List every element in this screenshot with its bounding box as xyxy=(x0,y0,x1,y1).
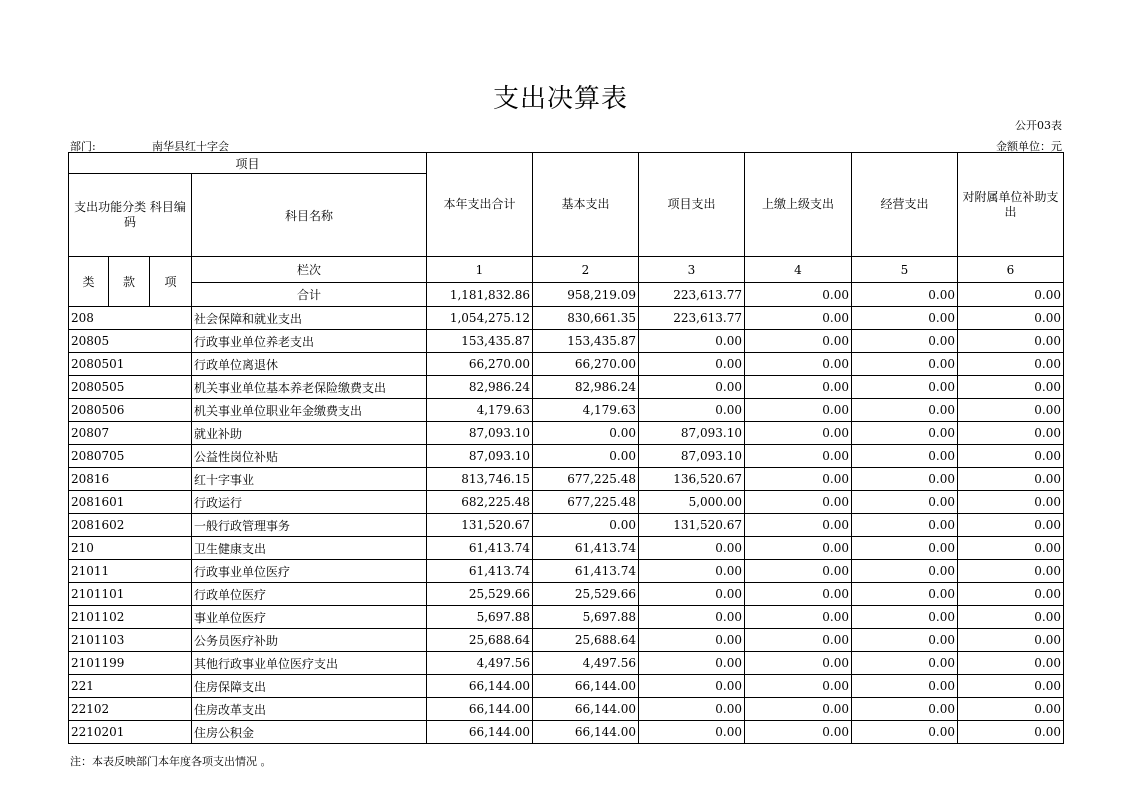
table-row xyxy=(69,675,1064,698)
subject-name: 公务员医疗补助 xyxy=(192,629,427,652)
amount-cell: 0.00 xyxy=(852,307,958,330)
amount-cell: 0.00 xyxy=(639,560,745,583)
amount-cell: 0.00 xyxy=(958,583,1064,606)
subject-name: 住房改革支出 xyxy=(192,698,427,721)
footnote: 注：本表反映部门本年度各项支出情况 。 xyxy=(70,755,272,768)
amount-cell: 0.00 xyxy=(639,330,745,353)
amount-cell: 0.00 xyxy=(852,376,958,399)
amount-cell: 0.00 xyxy=(852,468,958,491)
table-row xyxy=(69,514,1064,537)
amount-cell: 0.00 xyxy=(745,675,852,698)
total-row xyxy=(69,283,1064,307)
total-value: 0.00 xyxy=(958,283,1064,307)
amount-cell: 0.00 xyxy=(745,629,852,652)
table-row xyxy=(69,698,1064,721)
amount-cell: 0.00 xyxy=(745,698,852,721)
table-row xyxy=(69,353,1064,376)
amount-cell: 0.00 xyxy=(745,445,852,468)
subject-name: 住房公积金 xyxy=(192,721,427,744)
amount-cell: 1,054,275.12 xyxy=(427,307,533,330)
amount-cell: 0.00 xyxy=(958,307,1064,330)
amount-cell: 0.00 xyxy=(852,445,958,468)
subject-name: 公益性岗位补贴 xyxy=(192,445,427,468)
amount-cell: 0.00 xyxy=(958,652,1064,675)
subject-code: 2101102 xyxy=(69,606,192,629)
subject-code: 20805 xyxy=(69,330,192,353)
amount-cell: 0.00 xyxy=(958,537,1064,560)
amount-cell: 0.00 xyxy=(639,629,745,652)
amount-cell: 0.00 xyxy=(852,675,958,698)
header-total: 本年支出合计 xyxy=(427,153,533,257)
amount-cell: 0.00 xyxy=(745,422,852,445)
table-row xyxy=(69,422,1064,445)
col-number: 2 xyxy=(533,257,639,283)
subject-name: 住房保障支出 xyxy=(192,675,427,698)
amount-cell: 0.00 xyxy=(745,399,852,422)
table-row xyxy=(69,606,1064,629)
table-row xyxy=(69,399,1064,422)
amount-cell: 0.00 xyxy=(852,652,958,675)
amount-cell: 0.00 xyxy=(745,560,852,583)
subject-name: 机关事业单位基本养老保险缴费支出 xyxy=(192,376,427,399)
amount-cell: 0.00 xyxy=(745,307,852,330)
amount-cell: 0.00 xyxy=(745,583,852,606)
subject-code: 221 xyxy=(69,675,192,698)
col-number: 3 xyxy=(639,257,745,283)
amount-cell: 61,413.74 xyxy=(533,560,639,583)
amount-cell: 813,746.15 xyxy=(427,468,533,491)
amount-cell: 677,225.48 xyxy=(533,468,639,491)
subject-name: 社会保障和就业支出 xyxy=(192,307,427,330)
amount-cell: 5,697.88 xyxy=(533,606,639,629)
amount-cell: 0.00 xyxy=(745,537,852,560)
amount-cell: 0.00 xyxy=(745,376,852,399)
col-number: 5 xyxy=(852,257,958,283)
amount-cell: 0.00 xyxy=(958,468,1064,491)
subject-code: 2101101 xyxy=(69,583,192,606)
total-value: 1,181,832.86 xyxy=(427,283,533,307)
amount-cell: 0.00 xyxy=(852,629,958,652)
page-title: 支出决算表 xyxy=(492,84,628,114)
header-subject-name: 科目名称 xyxy=(192,174,427,257)
subject-code: 2080705 xyxy=(69,445,192,468)
header-upper-remit: 上缴上级支出 xyxy=(745,153,852,257)
subject-code: 208 xyxy=(69,307,192,330)
total-value: 0.00 xyxy=(852,283,958,307)
header-xiang: 项 xyxy=(150,257,192,307)
amount-cell: 0.00 xyxy=(745,468,852,491)
header-lei: 类 xyxy=(69,257,109,307)
amount-cell: 0.00 xyxy=(958,514,1064,537)
total-value: 0.00 xyxy=(745,283,852,307)
subject-code: 2101199 xyxy=(69,652,192,675)
amount-cell: 0.00 xyxy=(533,422,639,445)
amount-cell: 830,661.35 xyxy=(533,307,639,330)
amount-cell: 0.00 xyxy=(958,629,1064,652)
amount-cell: 0.00 xyxy=(852,537,958,560)
amount-cell: 0.00 xyxy=(852,721,958,744)
amount-cell: 66,144.00 xyxy=(427,698,533,721)
amount-cell: 25,688.64 xyxy=(533,629,639,652)
col-number: 1 xyxy=(427,257,533,283)
amount-cell: 0.00 xyxy=(745,652,852,675)
subject-name: 机关事业单位职业年金缴费支出 xyxy=(192,399,427,422)
table-row xyxy=(69,376,1064,399)
subject-name: 行政事业单位医疗 xyxy=(192,560,427,583)
department-name: 南华县红十字会 xyxy=(152,140,229,153)
amount-cell: 0.00 xyxy=(958,445,1064,468)
table-row xyxy=(69,560,1064,583)
header-basic: 基本支出 xyxy=(533,153,639,257)
header-function-code: 支出功能分类 科目编码 xyxy=(69,174,192,257)
header-subsidy: 对附属单位补助支出 xyxy=(958,153,1064,257)
amount-cell: 0.00 xyxy=(745,491,852,514)
header-kuan: 款 xyxy=(109,257,150,307)
amount-cell: 0.00 xyxy=(745,353,852,376)
amount-cell: 0.00 xyxy=(958,675,1064,698)
amount-cell: 25,529.66 xyxy=(427,583,533,606)
amount-cell: 0.00 xyxy=(639,353,745,376)
subject-name: 红十字事业 xyxy=(192,468,427,491)
amount-cell: 0.00 xyxy=(639,675,745,698)
amount-cell: 0.00 xyxy=(639,721,745,744)
amount-cell: 87,093.10 xyxy=(639,422,745,445)
amount-cell: 0.00 xyxy=(639,376,745,399)
department-label: 部门: xyxy=(70,140,96,153)
amount-cell: 0.00 xyxy=(958,330,1064,353)
amount-cell: 0.00 xyxy=(852,399,958,422)
subject-name: 一般行政管理事务 xyxy=(192,514,427,537)
amount-cell: 0.00 xyxy=(958,560,1064,583)
amount-cell: 0.00 xyxy=(639,606,745,629)
subject-code: 2101103 xyxy=(69,629,192,652)
amount-cell: 5,697.88 xyxy=(427,606,533,629)
total-value: 223,613.77 xyxy=(639,283,745,307)
subject-name: 其他行政事业单位医疗支出 xyxy=(192,652,427,675)
amount-cell: 0.00 xyxy=(852,491,958,514)
amount-cell: 0.00 xyxy=(958,698,1064,721)
amount-cell: 25,688.64 xyxy=(427,629,533,652)
amount-cell: 66,144.00 xyxy=(533,675,639,698)
subject-name: 就业补助 xyxy=(192,422,427,445)
subject-code: 2080505 xyxy=(69,376,192,399)
amount-cell: 25,529.66 xyxy=(533,583,639,606)
table-row xyxy=(69,629,1064,652)
col-number: 4 xyxy=(745,257,852,283)
amount-cell: 0.00 xyxy=(852,514,958,537)
amount-cell: 66,270.00 xyxy=(533,353,639,376)
amount-cell: 0.00 xyxy=(745,721,852,744)
subject-name: 行政事业单位养老支出 xyxy=(192,330,427,353)
amount-cell: 0.00 xyxy=(852,353,958,376)
amount-cell: 66,144.00 xyxy=(533,698,639,721)
subject-code: 2210201 xyxy=(69,721,192,744)
table-row xyxy=(69,537,1064,560)
subject-code: 2081602 xyxy=(69,514,192,537)
amount-cell: 4,497.56 xyxy=(427,652,533,675)
total-value: 958,219.09 xyxy=(533,283,639,307)
subject-name: 事业单位医疗 xyxy=(192,606,427,629)
amount-cell: 66,144.00 xyxy=(533,721,639,744)
amount-cell: 87,093.10 xyxy=(639,445,745,468)
amount-cell: 0.00 xyxy=(852,422,958,445)
amount-unit: 金额单位：元 xyxy=(996,140,1062,153)
amount-cell: 66,144.00 xyxy=(427,675,533,698)
amount-cell: 136,520.67 xyxy=(639,468,745,491)
amount-cell: 0.00 xyxy=(745,606,852,629)
amount-cell: 0.00 xyxy=(639,698,745,721)
amount-cell: 5,000.00 xyxy=(639,491,745,514)
amount-cell: 61,413.74 xyxy=(533,537,639,560)
amount-cell: 677,225.48 xyxy=(533,491,639,514)
amount-cell: 0.00 xyxy=(852,560,958,583)
amount-cell: 0.00 xyxy=(745,330,852,353)
subject-code: 2080506 xyxy=(69,399,192,422)
table-row xyxy=(69,445,1064,468)
amount-cell: 131,520.67 xyxy=(639,514,745,537)
amount-cell: 0.00 xyxy=(639,583,745,606)
amount-cell: 4,497.56 xyxy=(533,652,639,675)
amount-cell: 0.00 xyxy=(958,422,1064,445)
amount-cell: 682,225.48 xyxy=(427,491,533,514)
amount-cell: 0.00 xyxy=(852,583,958,606)
table-row xyxy=(69,583,1064,606)
amount-cell: 0.00 xyxy=(958,606,1064,629)
amount-cell: 0.00 xyxy=(639,399,745,422)
table-row xyxy=(69,330,1064,353)
subject-code: 2080501 xyxy=(69,353,192,376)
amount-cell: 82,986.24 xyxy=(533,376,639,399)
amount-cell: 0.00 xyxy=(745,514,852,537)
subject-code: 22102 xyxy=(69,698,192,721)
expenditure-table xyxy=(68,152,1064,744)
subject-name: 行政单位医疗 xyxy=(192,583,427,606)
header-business: 经营支出 xyxy=(852,153,958,257)
amount-cell: 66,144.00 xyxy=(427,721,533,744)
amount-cell: 87,093.10 xyxy=(427,445,533,468)
amount-cell: 0.00 xyxy=(852,698,958,721)
subject-code: 20816 xyxy=(69,468,192,491)
amount-cell: 0.00 xyxy=(639,652,745,675)
amount-cell: 131,520.67 xyxy=(427,514,533,537)
table-row xyxy=(69,468,1064,491)
amount-cell: 4,179.63 xyxy=(533,399,639,422)
table-row xyxy=(69,721,1064,744)
amount-cell: 0.00 xyxy=(533,514,639,537)
amount-cell: 153,435.87 xyxy=(427,330,533,353)
table-row xyxy=(69,491,1064,514)
header-project-expense: 项目支出 xyxy=(639,153,745,257)
amount-cell: 61,413.74 xyxy=(427,537,533,560)
subject-name: 行政运行 xyxy=(192,491,427,514)
amount-cell: 0.00 xyxy=(958,353,1064,376)
amount-cell: 61,413.74 xyxy=(427,560,533,583)
amount-cell: 0.00 xyxy=(958,491,1064,514)
amount-cell: 0.00 xyxy=(958,721,1064,744)
subject-code: 2081601 xyxy=(69,491,192,514)
amount-cell: 82,986.24 xyxy=(427,376,533,399)
amount-cell: 0.00 xyxy=(958,376,1064,399)
amount-cell: 87,093.10 xyxy=(427,422,533,445)
amount-cell: 0.00 xyxy=(852,606,958,629)
amount-cell: 0.00 xyxy=(852,330,958,353)
form-number: 公开03表 xyxy=(1015,119,1062,132)
amount-cell: 66,270.00 xyxy=(427,353,533,376)
col-number: 6 xyxy=(958,257,1064,283)
table-row xyxy=(69,652,1064,675)
amount-cell: 153,435.87 xyxy=(533,330,639,353)
header-lanci: 栏次 xyxy=(192,257,427,283)
table-row xyxy=(69,307,1064,330)
header-project: 项目 xyxy=(69,153,427,174)
amount-cell: 0.00 xyxy=(639,537,745,560)
total-label: 合计 xyxy=(192,283,427,307)
amount-cell: 4,179.63 xyxy=(427,399,533,422)
subject-code: 210 xyxy=(69,537,192,560)
amount-cell: 0.00 xyxy=(958,399,1064,422)
amount-cell: 223,613.77 xyxy=(639,307,745,330)
subject-code: 21011 xyxy=(69,560,192,583)
amount-cell: 0.00 xyxy=(533,445,639,468)
subject-name: 行政单位离退休 xyxy=(192,353,427,376)
subject-code: 20807 xyxy=(69,422,192,445)
subject-name: 卫生健康支出 xyxy=(192,537,427,560)
